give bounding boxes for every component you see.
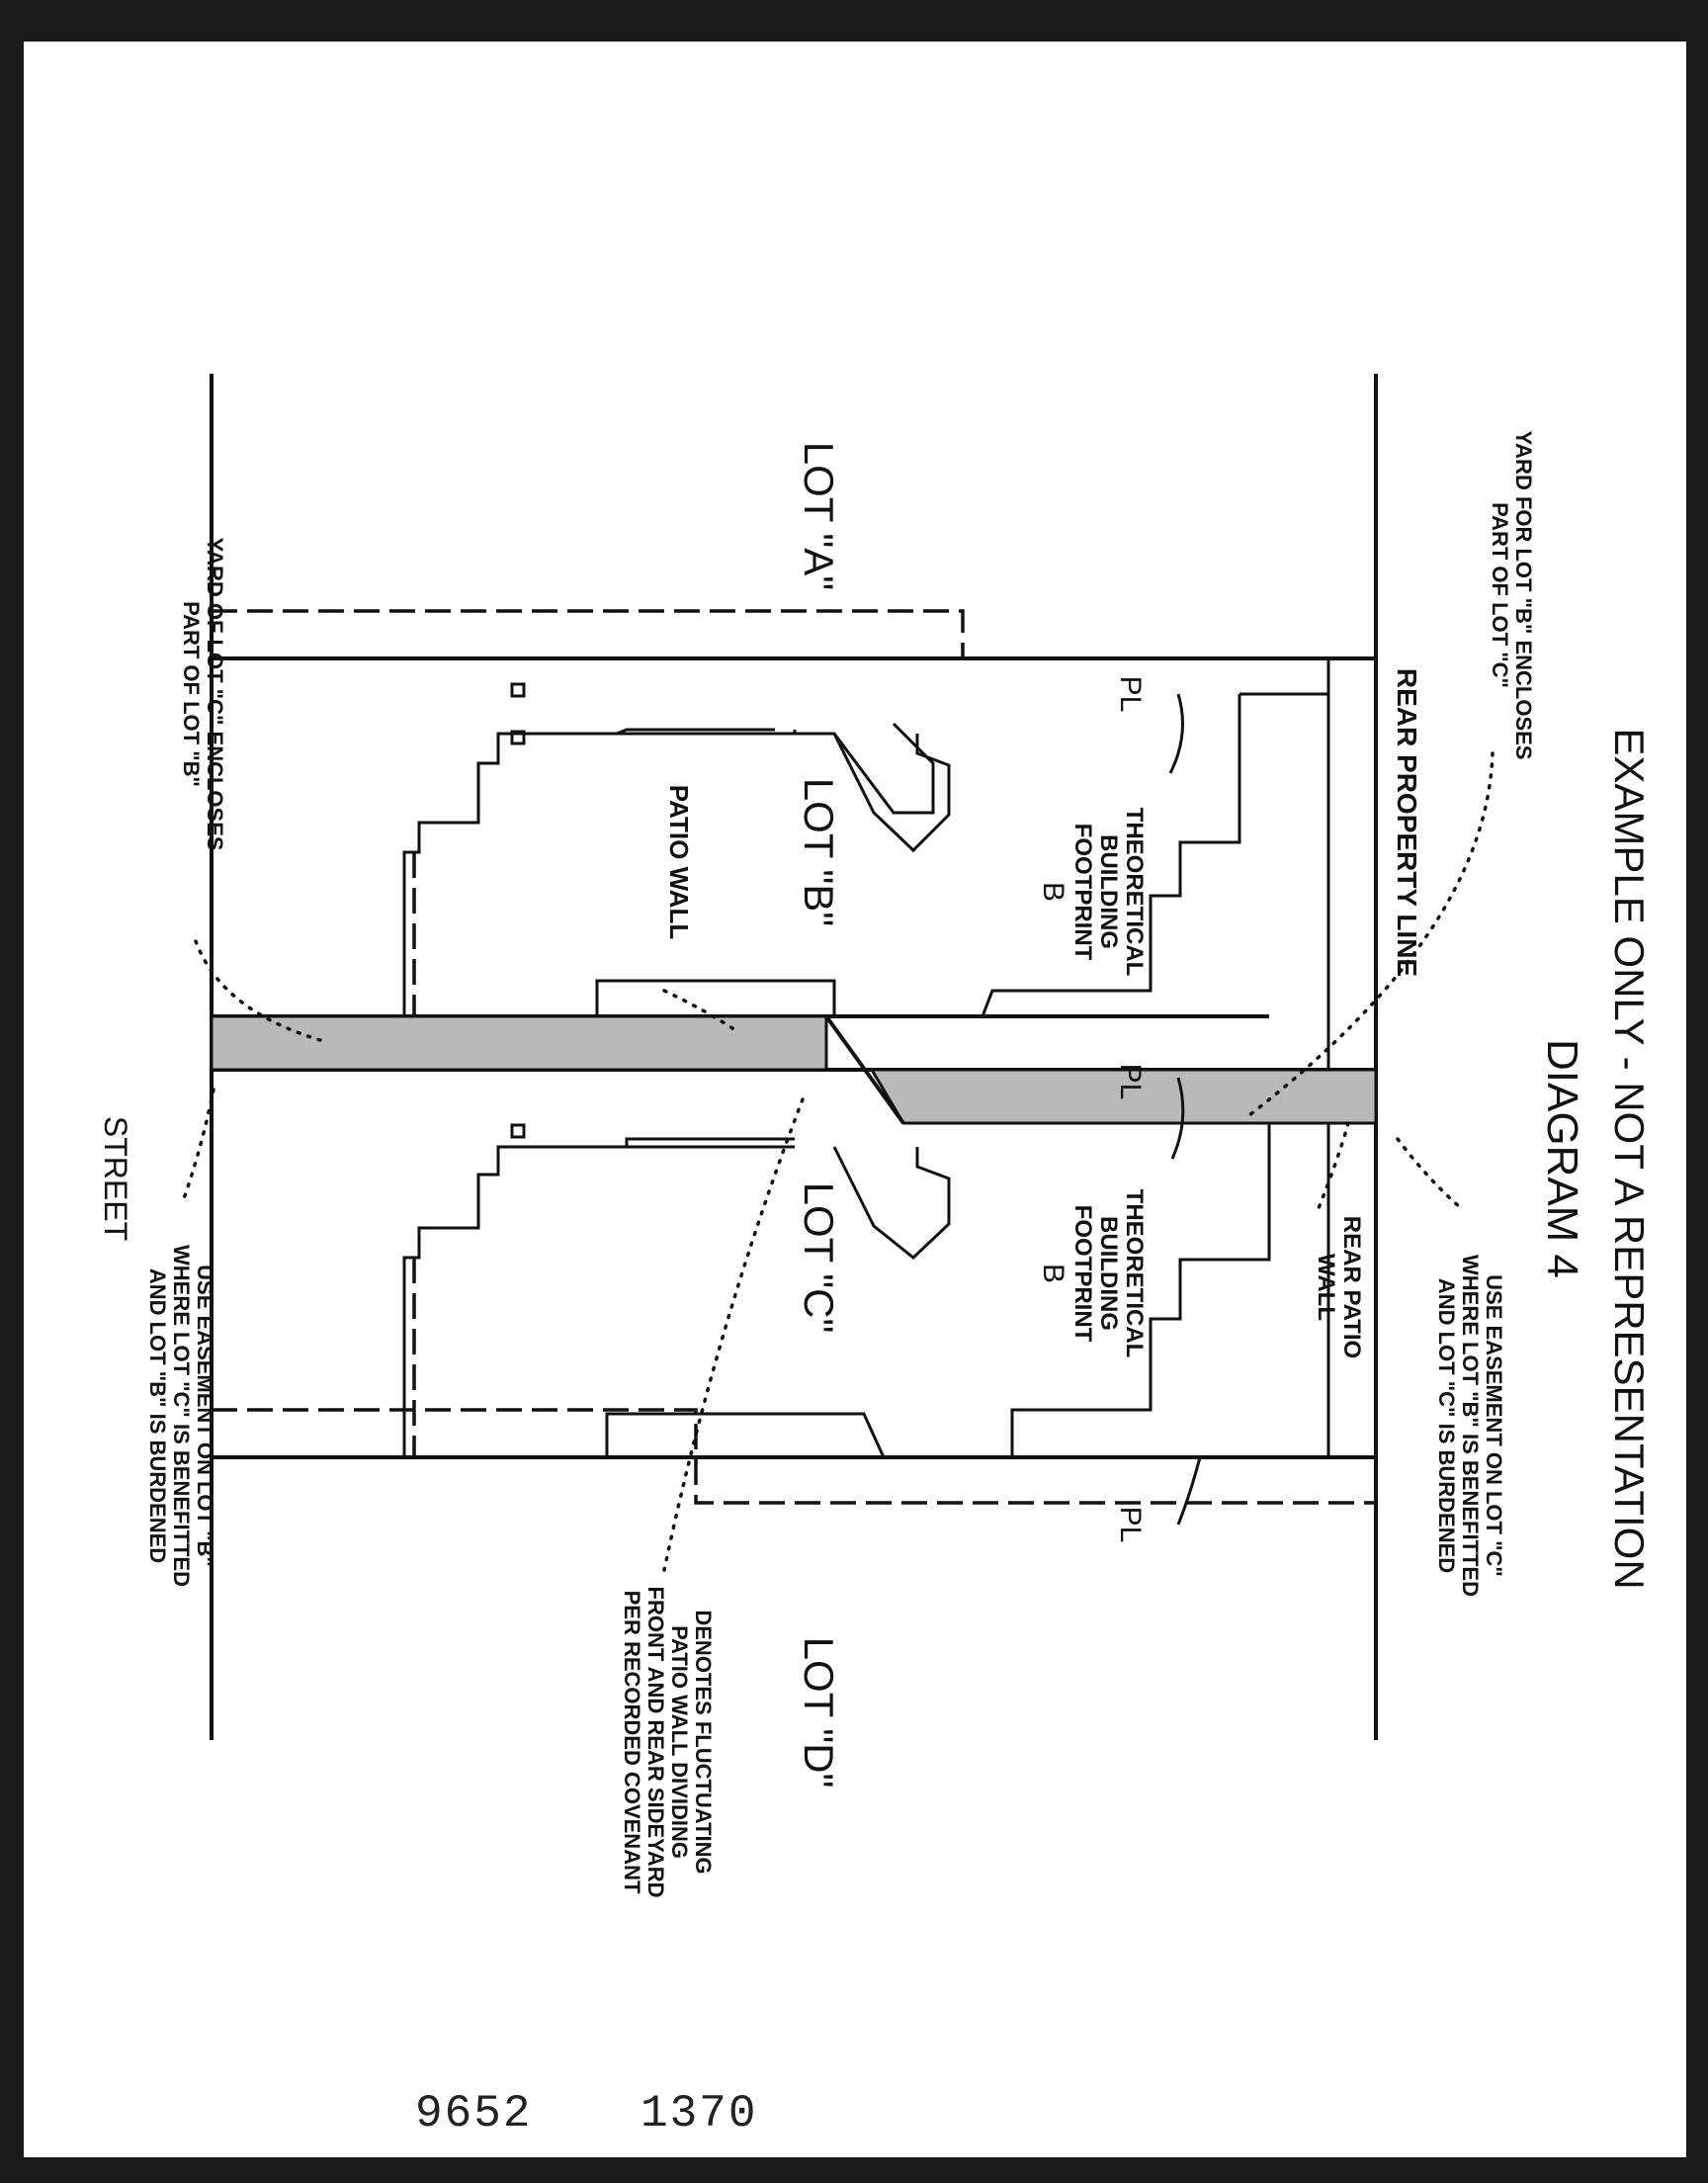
rear-patio-wall-line1: REAR PATIO [1338, 1215, 1365, 1359]
footprint-lot-c-notch [834, 1147, 949, 1258]
easement-b-line3: AND LOT "B" IS BURDENED [145, 1267, 170, 1564]
diagram-title: EXAMPLE ONLY - NOT A REPRESENTATION [1606, 728, 1653, 1590]
marker-box [512, 684, 524, 696]
fluctuating-wall-line2: PATIO WALL DIVIDING [667, 1625, 692, 1859]
easement-c-line3: AND LOT "C" IS BURDENED [1434, 1277, 1459, 1574]
street-label: STREET [98, 1115, 133, 1242]
footprint-b-line2: BUILDING [1095, 834, 1122, 949]
marker-box [512, 1125, 524, 1137]
leader-yard-b [1249, 753, 1493, 1115]
site-plan-diagram [24, 42, 1686, 2157]
yard-b-encloses-line2: PART OF LOT "C" [1488, 502, 1512, 688]
document-reference-footer [415, 2088, 836, 2139]
yard-c-encloses-line2: PART OF LOT "B" [179, 601, 204, 787]
easement-c-line1: USE EASEMENT ON LOT "C" [1482, 1274, 1506, 1577]
rear-patio-wall-line2: WALL [1313, 1254, 1339, 1321]
diagram-subtitle: DIAGRAM 4 [1538, 1038, 1586, 1279]
lot-c-label: LOT "C" [796, 1181, 842, 1334]
footprint-c-line4: B [1037, 1263, 1069, 1284]
footprint-b-line1: THEORETICAL [1121, 807, 1148, 977]
fluctuating-wall-line3: FRONT AND REAR SIDEYARD [643, 1586, 668, 1898]
document-sheet [24, 42, 1686, 2157]
easement-b-line1: USE EASEMENT ON LOT "B" [193, 1265, 217, 1567]
yard-c-encloses-line1: YARD OF LOT "C" ENCLOSES [203, 537, 227, 851]
rear-property-line-label: REAR PROPERTY LINE [1392, 667, 1422, 978]
patio-wall-label: PATIO WALL [664, 784, 694, 940]
lot-b-label: LOT "B" [796, 777, 842, 927]
page-number: 1370 [640, 2088, 758, 2139]
footprint-c-line3: FOOTPRINT [1069, 1204, 1096, 1343]
footprint-b-line4: B [1037, 881, 1069, 903]
document-number: 9652 [415, 2088, 533, 2139]
easement-b-line2: WHERE LOT "C" IS BENEFITTED [169, 1245, 194, 1587]
leader-rear-patio [1319, 1123, 1348, 1208]
yard-b-encloses-line1: YARD FOR LOT "B" ENCLOSES [1511, 430, 1536, 760]
fluctuating-wall-line4: PER RECORDED COVENANT [620, 1590, 644, 1894]
easement-strip-b [212, 1016, 826, 1070]
pl-marker: PL [1114, 1506, 1147, 1543]
footprint-b-line3: FOOTPRINT [1069, 823, 1096, 961]
lot-d-label: LOT "D" [796, 1636, 842, 1789]
footprint-c-line2: BUILDING [1095, 1216, 1122, 1331]
lot-a-label: LOT "A" [796, 441, 842, 591]
fluctuating-wall-line1: DENOTES FLUCTUATING [691, 1610, 716, 1875]
lot-a-dashed-outline [212, 611, 963, 658]
easement-c-line2: WHERE LOT "B" IS BENEFITTED [1458, 1255, 1483, 1597]
footprint-c-line1: THEORETICAL [1121, 1188, 1148, 1358]
pl-marker: PL [1114, 675, 1147, 713]
leader-easement-b [182, 1090, 214, 1204]
pl-leader [1170, 694, 1183, 773]
leader-fluctuating [664, 1099, 803, 1570]
leader-easement-c [1398, 1139, 1461, 1208]
pl-leader [1178, 1457, 1200, 1525]
pl-marker: PL [1114, 1063, 1147, 1100]
